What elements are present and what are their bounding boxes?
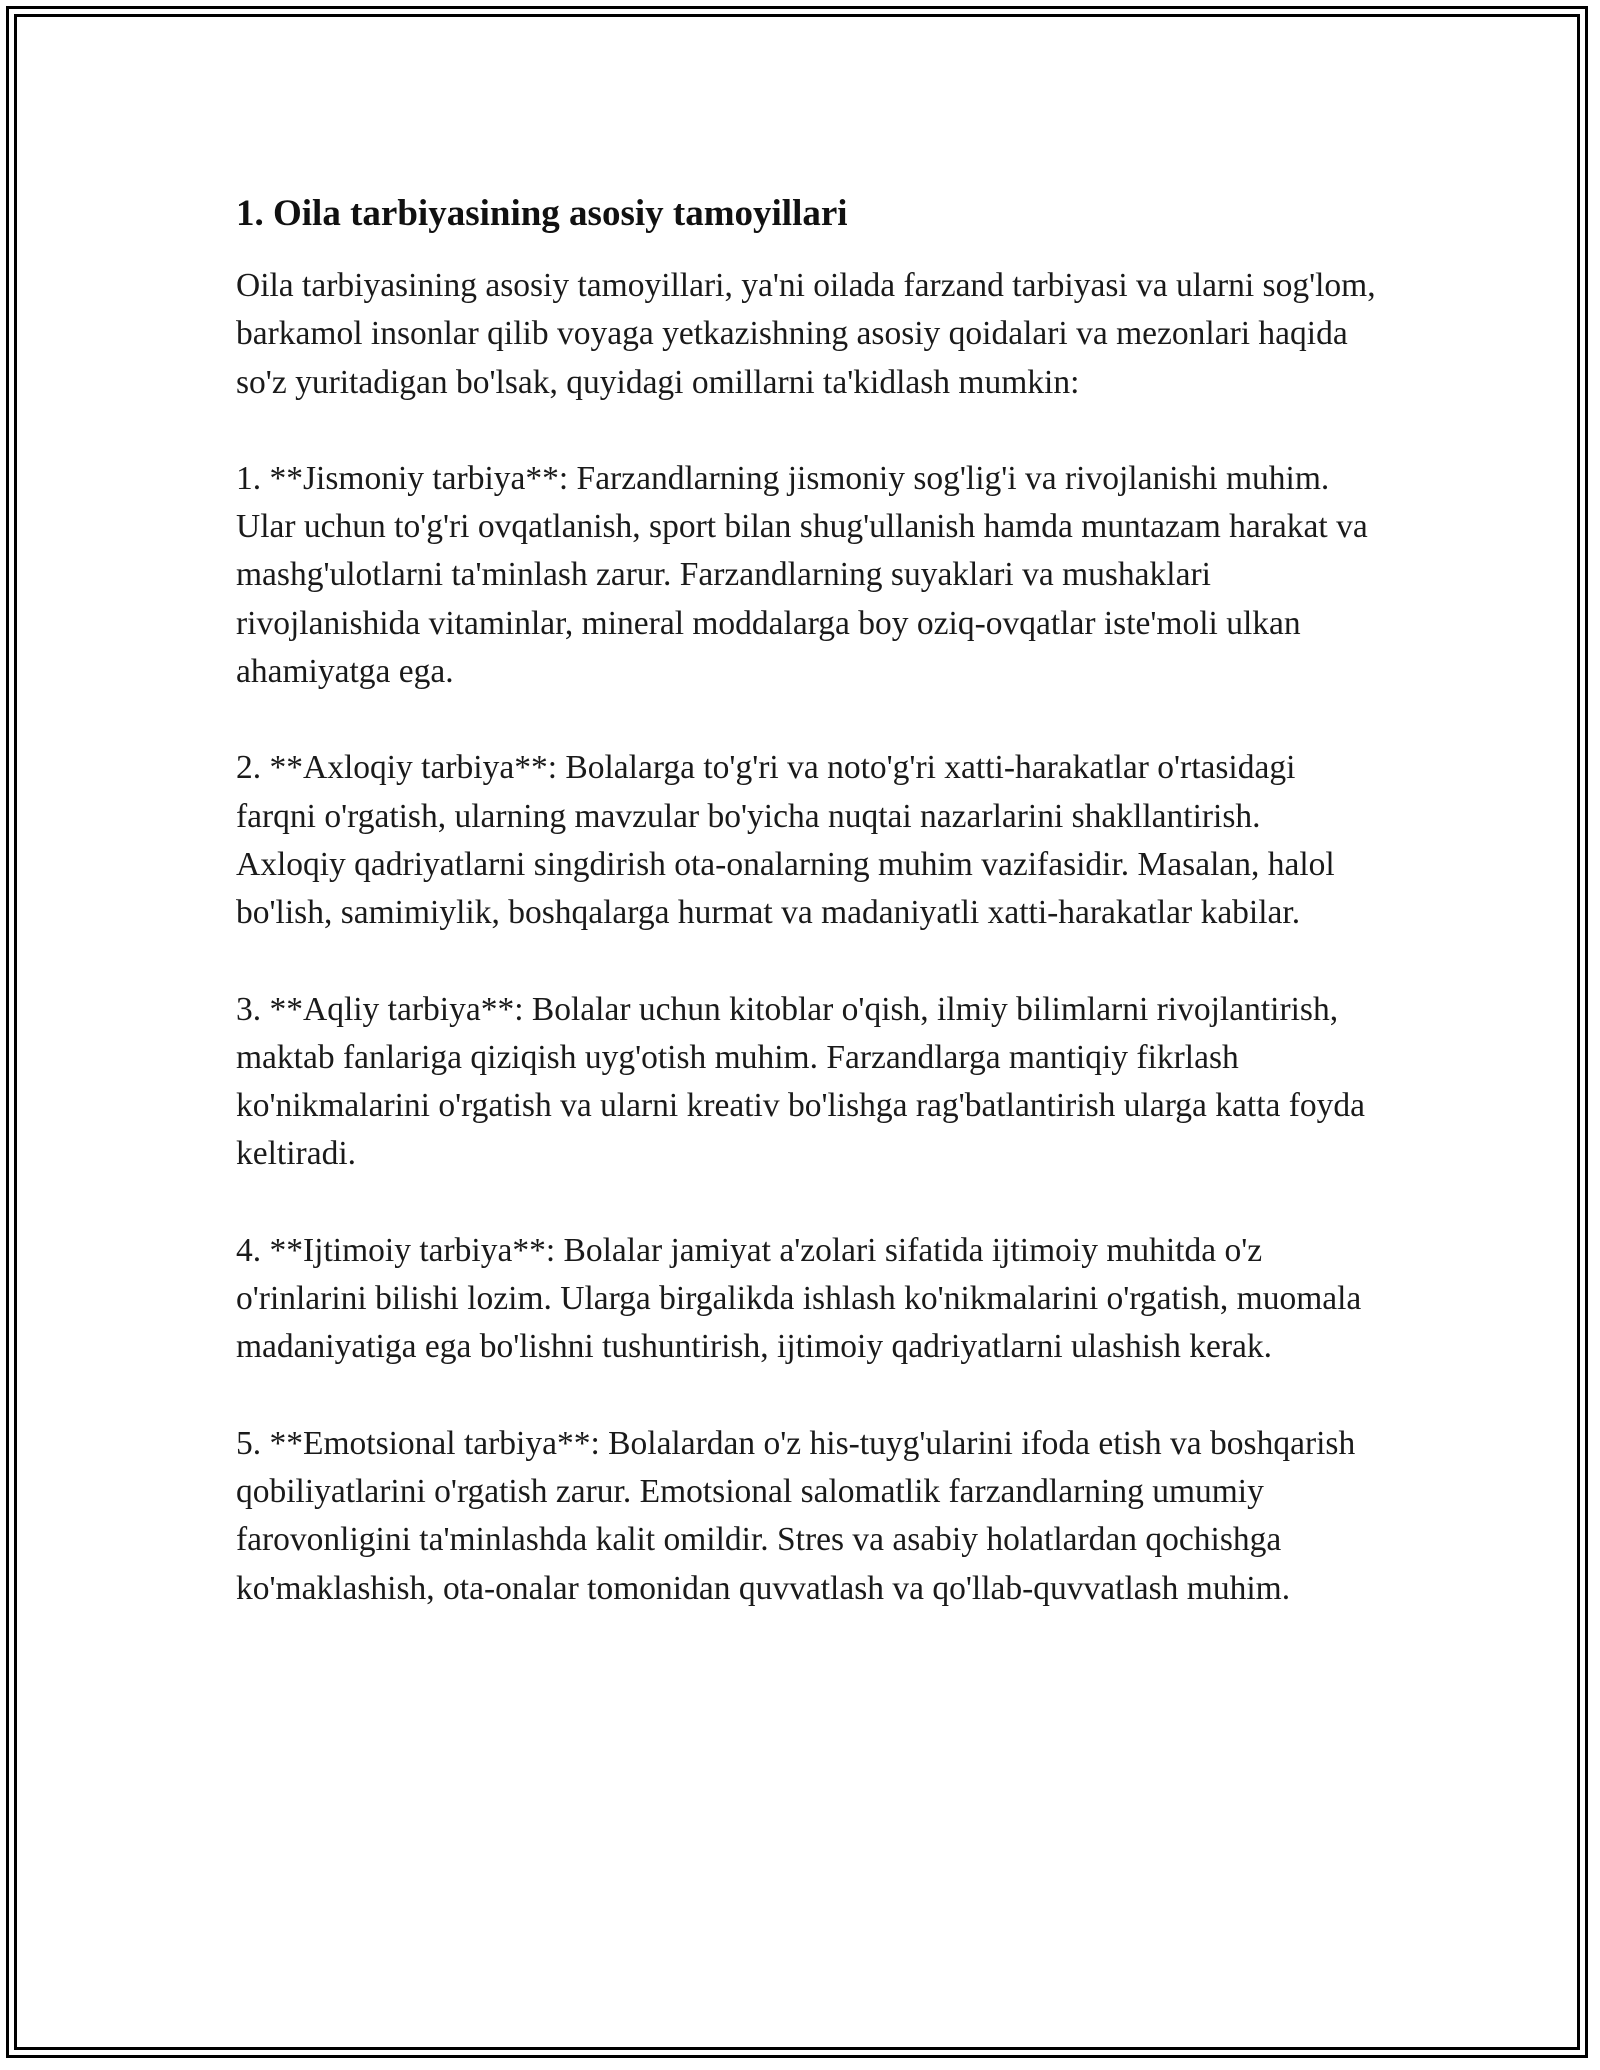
intro-paragraph: Oila tarbiyasining asosiy tamoyillari, ya'ni oilada farzand tarbiyasi va ularni sog'lom, barkamol insonlar qilib voyaga yetkazishning asosiy qoidalari va mezonlari haqida so'z yuritadigan bo'lsak, quyidagi omillarni ta'kidlash mumkin: [236, 267, 1376, 401]
document-body [236, 188, 1376, 1661]
item-mental-education: 3. **Aqliy tarbiya**: Bolalar uchun kitoblar o'qish, ilmiy bilimlarni rivojlantirish, maktab fanlariga qiziqish uyg'otish muhim. Farzandlarga mantiqiy fikrlash ko'nikmalarini o'rgatish va ularni kreativ bo'lishga rag'batlantirish ularga katta foyda keltiradi. [236, 990, 1366, 1173]
item-emotional-education: 5. **Emotsional tarbiya**: Bolalardan o'z his-tuyg'ularini ifoda etish va boshqarish qobiliyatlarini o'rgatish zarur. Emotsional salomatlik farzandlarning umumiy farovonligini ta'minlashda kalit omildir. Stres va asabiy holatlardan qochishga ko'maklashish, ota-onalar tomonidan quvvatlash va qo'llab-quvvatlash muhim. [236, 1424, 1356, 1607]
section-heading: 1. Oila tarbiyasining asosiy tamoyillari [236, 193, 848, 234]
item-moral-education: 2. **Axloqiy tarbiya**: Bolalarga to'g'ri va noto'g'ri xatti-harakatlar o'rtasidagi farqni o'rgatish, ularning mavzular bo'yicha nuqtai nazarlarini shakllantirish. Axloqiy qadriyatlarni singdirish ota-onalarning muhim vazifasidir. Masalan, halol bo'lish, samimiylik, boshqalarga hurmat va madaniyatli xatti-harakatlar kabilar. [236, 749, 1335, 932]
item-physical-education: 1. **Jismoniy tarbiya**: Farzandlarning jismoniy sog'lig'i va rivojlanishi muhim. Ular uchun to'g'ri ovqatlanish, sport bilan shug'ullanish hamda muntazam harakat va mashg'ulotlarni ta'minlash zarur. Farzandlarning suyaklari va mushaklari rivojlanishida vitaminlar, mineral moddalarga boy oziq-ovqatlar iste'moli ulkan ahamiyatga ega. [236, 459, 1368, 691]
item-social-education: 4. **Ijtimoiy tarbiya**: Bolalar jamiyat a'zolari sifatida ijtimoiy muhitda o'z o'rinlarini bilishi lozim. Ularga birgalikda ishlash ko'nikmalarini o'rgatish, muomala madaniyatiga ega bo'lishni tushuntirish, ijtimoiy qadriyatlarni ulashish kerak. [236, 1231, 1362, 1366]
